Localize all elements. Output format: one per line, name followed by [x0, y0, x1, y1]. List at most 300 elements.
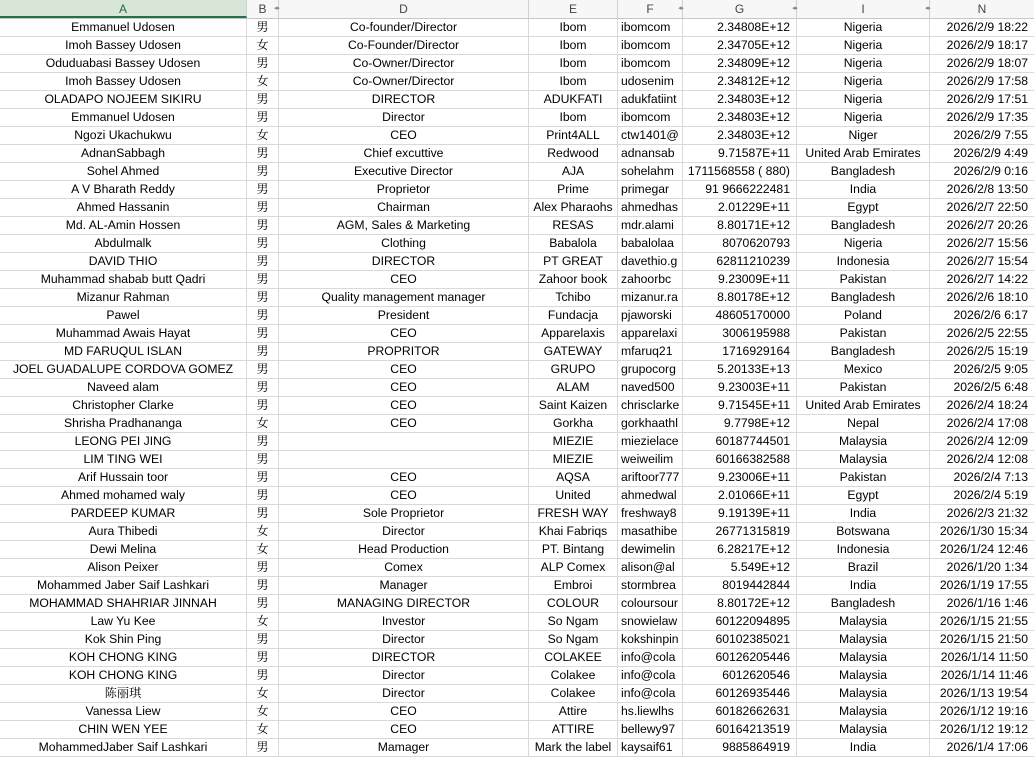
- company-cell[interactable]: So Ngam: [529, 613, 618, 630]
- email-cell[interactable]: sohelahm: [618, 163, 683, 180]
- title-cell[interactable]: CEO: [279, 379, 529, 396]
- phone-cell[interactable]: 2.34705E+12: [683, 37, 797, 54]
- phone-cell[interactable]: 9.19139E+11: [683, 505, 797, 522]
- phone-cell[interactable]: 9.23009E+11: [683, 271, 797, 288]
- date-cell[interactable]: 2026/1/12 19:16: [939, 704, 1028, 718]
- company-cell[interactable]: Fundacja: [529, 307, 618, 324]
- name-cell[interactable]: Dewi Melina: [0, 541, 247, 558]
- email-cell[interactable]: bellewy97: [618, 721, 683, 738]
- country-cell[interactable]: Bangladesh: [797, 343, 930, 360]
- gender-cell[interactable]: 男: [247, 559, 279, 576]
- title-cell[interactable]: MANAGING DIRECTOR: [279, 595, 529, 612]
- name-cell[interactable]: Law Yu Kee: [0, 613, 247, 630]
- company-cell[interactable]: Ibom: [529, 55, 618, 72]
- phone-cell[interactable]: 9.71587E+11: [683, 145, 797, 162]
- name-cell[interactable]: Oduduabasi Bassey Udosen: [0, 55, 247, 72]
- phone-cell[interactable]: 60126205446: [683, 649, 797, 666]
- company-cell[interactable]: Zahoor book: [529, 271, 618, 288]
- name-cell[interactable]: KOH CHONG KING: [0, 667, 247, 684]
- name-cell[interactable]: DAVID THIO: [0, 253, 247, 270]
- phone-cell[interactable]: 8.80171E+12: [683, 217, 797, 234]
- email-cell[interactable]: ibomcom: [618, 109, 683, 126]
- gender-cell[interactable]: 女: [247, 685, 279, 702]
- phone-cell[interactable]: 60126935446: [683, 685, 797, 702]
- company-cell[interactable]: Gorkha: [529, 415, 618, 432]
- email-cell[interactable]: zahoorbc: [618, 271, 683, 288]
- column-header-i[interactable]: I: [797, 0, 930, 18]
- email-cell[interactable]: ibomcom: [618, 55, 683, 72]
- phone-cell[interactable]: 2.34803E+12: [683, 91, 797, 108]
- name-cell[interactable]: 陈丽琪: [0, 685, 247, 702]
- date-cell[interactable]: 2026/2/9 18:07: [946, 56, 1028, 70]
- title-cell[interactable]: CEO: [279, 703, 529, 720]
- phone-cell[interactable]: 60182662631: [683, 703, 797, 720]
- gender-cell[interactable]: 男: [247, 253, 279, 270]
- company-cell[interactable]: RESAS: [529, 217, 618, 234]
- title-cell[interactable]: [279, 433, 529, 450]
- country-cell[interactable]: Bangladesh: [797, 217, 930, 234]
- phone-cell[interactable]: 9.7798E+12: [683, 415, 797, 432]
- country-cell[interactable]: Nigeria: [797, 73, 930, 90]
- email-cell[interactable]: weiweilim: [618, 451, 683, 468]
- hidden-columns-icon[interactable]: ◂▸: [274, 5, 280, 12]
- title-cell[interactable]: CEO: [279, 487, 529, 504]
- phone-cell[interactable]: 60164213519: [683, 721, 797, 738]
- title-cell[interactable]: Comex: [279, 559, 529, 576]
- country-cell[interactable]: Malaysia: [797, 451, 930, 468]
- title-cell[interactable]: Chairman: [279, 199, 529, 216]
- country-cell[interactable]: Malaysia: [797, 631, 930, 648]
- company-cell[interactable]: AQSA: [529, 469, 618, 486]
- date-cell[interactable]: 2026/2/9 17:35: [946, 110, 1028, 124]
- gender-cell[interactable]: 男: [247, 217, 279, 234]
- country-cell[interactable]: India: [797, 739, 930, 756]
- country-cell[interactable]: Indonesia: [797, 541, 930, 558]
- gender-cell[interactable]: 男: [247, 235, 279, 252]
- company-cell[interactable]: Tchibo: [529, 289, 618, 306]
- date-cell[interactable]: 2026/2/4 18:24: [946, 398, 1028, 412]
- name-cell[interactable]: Ahmed Hassanin: [0, 199, 247, 216]
- phone-cell[interactable]: 8.80178E+12: [683, 289, 797, 306]
- title-cell[interactable]: Co-Owner/Director: [279, 55, 529, 72]
- country-cell[interactable]: Nigeria: [797, 109, 930, 126]
- name-cell[interactable]: Abdulmalk: [0, 235, 247, 252]
- country-cell[interactable]: India: [797, 577, 930, 594]
- date-cell[interactable]: 2026/2/9 17:58: [946, 74, 1028, 88]
- gender-cell[interactable]: 男: [247, 667, 279, 684]
- gender-cell[interactable]: 男: [247, 325, 279, 342]
- company-cell[interactable]: Babalola: [529, 235, 618, 252]
- title-cell[interactable]: Manager: [279, 577, 529, 594]
- country-cell[interactable]: Malaysia: [797, 649, 930, 666]
- email-cell[interactable]: ctw1401@: [618, 127, 683, 144]
- company-cell[interactable]: So Ngam: [529, 631, 618, 648]
- title-cell[interactable]: PROPRITOR: [279, 343, 529, 360]
- title-cell[interactable]: CEO: [279, 397, 529, 414]
- country-cell[interactable]: India: [797, 505, 930, 522]
- company-cell[interactable]: ATTIRE: [529, 721, 618, 738]
- company-cell[interactable]: Ibom: [529, 19, 618, 36]
- phone-cell[interactable]: 2.34809E+12: [683, 55, 797, 72]
- company-cell[interactable]: United: [529, 487, 618, 504]
- title-cell[interactable]: Head Production: [279, 541, 529, 558]
- name-cell[interactable]: Muhammad shabab butt Qadri: [0, 271, 247, 288]
- company-cell[interactable]: Ibom: [529, 73, 618, 90]
- date-cell[interactable]: 2026/2/7 15:54: [946, 254, 1028, 268]
- date-cell[interactable]: 2026/2/5 9:05: [953, 362, 1028, 376]
- country-cell[interactable]: Egypt: [797, 487, 930, 504]
- email-cell[interactable]: info@cola: [618, 685, 683, 702]
- title-cell[interactable]: DIRECTOR: [279, 91, 529, 108]
- date-cell[interactable]: 2026/2/5 15:19: [946, 344, 1028, 358]
- gender-cell[interactable]: 男: [247, 19, 279, 36]
- email-cell[interactable]: freshway8: [618, 505, 683, 522]
- date-cell[interactable]: 2026/1/16 1:46: [946, 596, 1028, 610]
- name-cell[interactable]: Vanessa Liew: [0, 703, 247, 720]
- company-cell[interactable]: Print4ALL: [529, 127, 618, 144]
- country-cell[interactable]: Nigeria: [797, 37, 930, 54]
- phone-cell[interactable]: 2.34808E+12: [683, 19, 797, 36]
- email-cell[interactable]: pjaworski: [618, 307, 683, 324]
- company-cell[interactable]: Mark the label: [529, 739, 618, 756]
- name-cell[interactable]: OLADAPO NOJEEM SIKIRU: [0, 91, 247, 108]
- gender-cell[interactable]: 男: [247, 577, 279, 594]
- company-cell[interactable]: Embroi: [529, 577, 618, 594]
- gender-cell[interactable]: 男: [247, 55, 279, 72]
- email-cell[interactable]: masathibe: [618, 523, 683, 540]
- country-cell[interactable]: Malaysia: [797, 667, 930, 684]
- title-cell[interactable]: President: [279, 307, 529, 324]
- country-cell[interactable]: Nigeria: [797, 55, 930, 72]
- name-cell[interactable]: Emmanuel Udosen: [0, 109, 247, 126]
- phone-cell[interactable]: 2.01066E+11: [683, 487, 797, 504]
- email-cell[interactable]: adnansab: [618, 145, 683, 162]
- company-cell[interactable]: ALAM: [529, 379, 618, 396]
- name-cell[interactable]: KOH CHONG KING: [0, 649, 247, 666]
- name-cell[interactable]: Pawel: [0, 307, 247, 324]
- date-cell[interactable]: 2026/2/4 7:13: [953, 470, 1028, 484]
- phone-cell[interactable]: 2.34803E+12: [683, 127, 797, 144]
- company-cell[interactable]: Ibom: [529, 109, 618, 126]
- title-cell[interactable]: Director: [279, 685, 529, 702]
- name-cell[interactable]: Kok Shin Ping: [0, 631, 247, 648]
- name-cell[interactable]: Mizanur Rahman: [0, 289, 247, 306]
- gender-cell[interactable]: 女: [247, 613, 279, 630]
- country-cell[interactable]: Egypt: [797, 199, 930, 216]
- name-cell[interactable]: Emmanuel Udosen: [0, 19, 247, 36]
- name-cell[interactable]: Ngozi Ukachukwu: [0, 127, 247, 144]
- company-cell[interactable]: COLOUR: [529, 595, 618, 612]
- column-header-e[interactable]: E: [529, 0, 618, 18]
- gender-cell[interactable]: 男: [247, 343, 279, 360]
- title-cell[interactable]: DIRECTOR: [279, 253, 529, 270]
- company-cell[interactable]: Colakee: [529, 685, 618, 702]
- phone-cell[interactable]: 60122094895: [683, 613, 797, 630]
- name-cell[interactable]: MOHAMMAD SHAHRIAR JINNAH: [0, 595, 247, 612]
- country-cell[interactable]: Nigeria: [797, 91, 930, 108]
- phone-cell[interactable]: 8070620793: [683, 235, 797, 252]
- gender-cell[interactable]: 男: [247, 109, 279, 126]
- date-cell[interactable]: 2026/1/30 15:34: [939, 524, 1028, 538]
- country-cell[interactable]: Poland: [797, 307, 930, 324]
- phone-cell[interactable]: 48605170000: [683, 307, 797, 324]
- title-cell[interactable]: Quality management manager: [279, 289, 529, 306]
- name-cell[interactable]: Arif Hussain toor: [0, 469, 247, 486]
- company-cell[interactable]: Colakee: [529, 667, 618, 684]
- date-cell[interactable]: 2026/2/4 17:08: [946, 416, 1028, 430]
- email-cell[interactable]: ibomcom: [618, 37, 683, 54]
- company-cell[interactable]: Attire: [529, 703, 618, 720]
- email-cell[interactable]: davethio.g: [618, 253, 683, 270]
- gender-cell[interactable]: 男: [247, 289, 279, 306]
- name-cell[interactable]: Christopher Clarke: [0, 397, 247, 414]
- hidden-columns-icon[interactable]: ◂▸: [792, 5, 798, 12]
- company-cell[interactable]: AJA: [529, 163, 618, 180]
- email-cell[interactable]: primegar: [618, 181, 683, 198]
- gender-cell[interactable]: 男: [247, 631, 279, 648]
- country-cell[interactable]: Malaysia: [797, 721, 930, 738]
- country-cell[interactable]: Niger: [797, 127, 930, 144]
- email-cell[interactable]: kaysaif61: [618, 739, 683, 756]
- title-cell[interactable]: CEO: [279, 127, 529, 144]
- date-cell[interactable]: 2026/1/15 21:55: [939, 614, 1028, 628]
- date-cell[interactable]: 2026/1/4 17:06: [946, 740, 1028, 754]
- name-cell[interactable]: LIM TING WEI: [0, 451, 247, 468]
- date-cell[interactable]: 2026/2/4 5:19: [953, 488, 1028, 502]
- country-cell[interactable]: Nepal: [797, 415, 930, 432]
- gender-cell[interactable]: 男: [247, 649, 279, 666]
- country-cell[interactable]: Malaysia: [797, 613, 930, 630]
- company-cell[interactable]: GRUPO: [529, 361, 618, 378]
- name-cell[interactable]: CHIN WEN YEE: [0, 721, 247, 738]
- name-cell[interactable]: Imoh Bassey Udosen: [0, 73, 247, 90]
- gender-cell[interactable]: 女: [247, 37, 279, 54]
- date-cell[interactable]: 2026/1/15 21:50: [939, 632, 1028, 646]
- gender-cell[interactable]: 男: [247, 487, 279, 504]
- email-cell[interactable]: udosenim: [618, 73, 683, 90]
- gender-cell[interactable]: 男: [247, 739, 279, 756]
- name-cell[interactable]: AdnanSabbagh: [0, 145, 247, 162]
- name-cell[interactable]: Muhammad Awais Hayat: [0, 325, 247, 342]
- country-cell[interactable]: Bangladesh: [797, 595, 930, 612]
- phone-cell[interactable]: 9.23006E+11: [683, 469, 797, 486]
- date-cell[interactable]: 2026/2/9 18:17: [946, 38, 1028, 52]
- gender-cell[interactable]: 男: [247, 91, 279, 108]
- column-header-g[interactable]: G: [683, 0, 797, 18]
- phone-cell[interactable]: 8019442844: [683, 577, 797, 594]
- email-cell[interactable]: info@cola: [618, 667, 683, 684]
- date-cell[interactable]: 2026/2/4 12:09: [946, 434, 1028, 448]
- gender-cell[interactable]: 男: [247, 199, 279, 216]
- gender-cell[interactable]: 女: [247, 73, 279, 90]
- gender-cell[interactable]: 女: [247, 415, 279, 432]
- date-cell[interactable]: 2026/2/9 4:49: [953, 146, 1028, 160]
- gender-cell[interactable]: 男: [247, 307, 279, 324]
- gender-cell[interactable]: 男: [247, 595, 279, 612]
- company-cell[interactable]: Saint Kaizen: [529, 397, 618, 414]
- title-cell[interactable]: Co-Founder/Director: [279, 37, 529, 54]
- date-cell[interactable]: 2026/2/9 17:51: [946, 92, 1028, 106]
- company-cell[interactable]: MIEZIE: [529, 451, 618, 468]
- phone-cell[interactable]: 9.23003E+11: [683, 379, 797, 396]
- title-cell[interactable]: Mamager: [279, 739, 529, 756]
- title-cell[interactable]: [279, 451, 529, 468]
- name-cell[interactable]: MD FARUQUL ISLAN: [0, 343, 247, 360]
- date-cell[interactable]: 2026/2/7 22:50: [946, 200, 1028, 214]
- date-cell[interactable]: 2026/2/6 18:10: [946, 290, 1028, 304]
- gender-cell[interactable]: 男: [247, 163, 279, 180]
- name-cell[interactable]: PARDEEP KUMAR: [0, 505, 247, 522]
- title-cell[interactable]: Chief excuttive: [279, 145, 529, 162]
- date-cell[interactable]: 2026/2/9 7:55: [953, 128, 1028, 142]
- phone-cell[interactable]: 8.80172E+12: [683, 595, 797, 612]
- gender-cell[interactable]: 女: [247, 721, 279, 738]
- date-cell[interactable]: 2026/2/6 6:17: [953, 308, 1028, 322]
- gender-cell[interactable]: 男: [247, 379, 279, 396]
- name-cell[interactable]: Naveed alam: [0, 379, 247, 396]
- phone-cell[interactable]: 2.01229E+11: [683, 199, 797, 216]
- email-cell[interactable]: naved500: [618, 379, 683, 396]
- hidden-columns-icon[interactable]: ◂▸: [925, 5, 931, 12]
- title-cell[interactable]: CEO: [279, 361, 529, 378]
- gender-cell[interactable]: 男: [247, 505, 279, 522]
- email-cell[interactable]: alison@al: [618, 559, 683, 576]
- title-cell[interactable]: AGM, Sales & Marketing: [279, 217, 529, 234]
- title-cell[interactable]: Executive Director: [279, 163, 529, 180]
- company-cell[interactable]: Khai Fabriqs: [529, 523, 618, 540]
- title-cell[interactable]: Director: [279, 523, 529, 540]
- phone-cell[interactable]: 60166382588: [683, 451, 797, 468]
- date-cell[interactable]: 2026/1/20 1:34: [946, 560, 1028, 574]
- phone-cell[interactable]: 6012620546: [683, 667, 797, 684]
- date-cell[interactable]: 2026/1/13 19:54: [939, 686, 1028, 700]
- date-cell[interactable]: 2026/1/14 11:50: [940, 650, 1028, 664]
- date-cell[interactable]: 2026/1/24 12:46: [939, 542, 1028, 556]
- email-cell[interactable]: babalolaa: [618, 235, 683, 252]
- phone-cell[interactable]: 60187744501: [683, 433, 797, 450]
- gender-cell[interactable]: 女: [247, 703, 279, 720]
- gender-cell[interactable]: 男: [247, 433, 279, 450]
- name-cell[interactable]: Shrisha Pradhananga: [0, 415, 247, 432]
- phone-cell[interactable]: 62811210239: [683, 253, 797, 270]
- phone-cell[interactable]: 91 9666222481: [683, 181, 797, 198]
- phone-cell[interactable]: 3006195988: [683, 325, 797, 342]
- email-cell[interactable]: ahmedwal: [618, 487, 683, 504]
- country-cell[interactable]: Nigeria: [797, 19, 930, 36]
- gender-cell[interactable]: 女: [247, 541, 279, 558]
- phone-cell[interactable]: 5.549E+12: [683, 559, 797, 576]
- email-cell[interactable]: stormbrea: [618, 577, 683, 594]
- title-cell[interactable]: Co-founder/Director: [279, 19, 529, 36]
- name-cell[interactable]: Mohammed Jaber Saif Lashkari: [0, 577, 247, 594]
- gender-cell[interactable]: 男: [247, 397, 279, 414]
- email-cell[interactable]: adukfatiint: [618, 91, 683, 108]
- country-cell[interactable]: Indonesia: [797, 253, 930, 270]
- email-cell[interactable]: miezielace: [618, 433, 683, 450]
- country-cell[interactable]: Pakistan: [797, 469, 930, 486]
- gender-cell[interactable]: 女: [247, 127, 279, 144]
- country-cell[interactable]: Malaysia: [797, 685, 930, 702]
- column-header-d[interactable]: D: [279, 0, 529, 18]
- email-cell[interactable]: info@cola: [618, 649, 683, 666]
- phone-cell[interactable]: 9.71545E+11: [683, 397, 797, 414]
- company-cell[interactable]: GATEWAY: [529, 343, 618, 360]
- company-cell[interactable]: ALP Comex: [529, 559, 618, 576]
- name-cell[interactable]: Alison Peixer: [0, 559, 247, 576]
- title-cell[interactable]: Investor: [279, 613, 529, 630]
- phone-cell[interactable]: 60102385021: [683, 631, 797, 648]
- hidden-columns-icon[interactable]: ◂▸: [678, 5, 684, 12]
- gender-cell[interactable]: 男: [247, 469, 279, 486]
- email-cell[interactable]: kokshinpin: [618, 631, 683, 648]
- company-cell[interactable]: MIEZIE: [529, 433, 618, 450]
- name-cell[interactable]: Ahmed mohamed waly: [0, 487, 247, 504]
- company-cell[interactable]: ADUKFATI: [529, 91, 618, 108]
- country-cell[interactable]: Malaysia: [797, 433, 930, 450]
- country-cell[interactable]: United Arab Emirates: [797, 145, 930, 162]
- title-cell[interactable]: Sole Proprietor: [279, 505, 529, 522]
- company-cell[interactable]: PT GREAT: [529, 253, 618, 270]
- email-cell[interactable]: hs.liewlhs: [618, 703, 683, 720]
- title-cell[interactable]: Proprietor: [279, 181, 529, 198]
- email-cell[interactable]: grupocorg: [618, 361, 683, 378]
- country-cell[interactable]: Botswana: [797, 523, 930, 540]
- date-cell[interactable]: 2026/2/7 14:22: [946, 272, 1028, 286]
- country-cell[interactable]: Bangladesh: [797, 289, 930, 306]
- title-cell[interactable]: CEO: [279, 721, 529, 738]
- title-cell[interactable]: CEO: [279, 325, 529, 342]
- email-cell[interactable]: chrisclarke: [618, 397, 683, 414]
- gender-cell[interactable]: 男: [247, 271, 279, 288]
- company-cell[interactable]: Apparelaxis: [529, 325, 618, 342]
- country-cell[interactable]: Pakistan: [797, 271, 930, 288]
- name-cell[interactable]: LEONG PEI JING: [0, 433, 247, 450]
- name-cell[interactable]: Md. AL-Amin Hossen: [0, 217, 247, 234]
- email-cell[interactable]: coloursour: [618, 595, 683, 612]
- date-cell[interactable]: 2026/1/19 17:55: [939, 578, 1028, 592]
- name-cell[interactable]: MohammedJaber Saif Lashkari: [0, 739, 247, 756]
- company-cell[interactable]: PT. Bintang: [529, 541, 618, 558]
- email-cell[interactable]: ahmedhas: [618, 199, 683, 216]
- title-cell[interactable]: Director: [279, 109, 529, 126]
- title-cell[interactable]: DIRECTOR: [279, 649, 529, 666]
- country-cell[interactable]: Pakistan: [797, 325, 930, 342]
- country-cell[interactable]: India: [797, 181, 930, 198]
- email-cell[interactable]: mfaruq21: [618, 343, 683, 360]
- gender-cell[interactable]: 男: [247, 145, 279, 162]
- title-cell[interactable]: Co-Owner/Director: [279, 73, 529, 90]
- phone-cell[interactable]: 9885864919: [683, 739, 797, 756]
- date-cell[interactable]: 2026/2/3 21:32: [946, 506, 1028, 520]
- phone-cell[interactable]: 26771315819: [683, 523, 797, 540]
- title-cell[interactable]: Clothing: [279, 235, 529, 252]
- title-cell[interactable]: Director: [279, 667, 529, 684]
- email-cell[interactable]: snowielaw: [618, 613, 683, 630]
- date-cell[interactable]: 2026/2/7 20:26: [946, 218, 1028, 232]
- email-cell[interactable]: apparelaxi: [618, 325, 683, 342]
- date-cell[interactable]: 2026/2/7 15:56: [946, 236, 1028, 250]
- phone-cell[interactable]: 5.20133E+13: [683, 361, 797, 378]
- country-cell[interactable]: Nigeria: [797, 235, 930, 252]
- email-cell[interactable]: ariftoor777: [618, 469, 683, 486]
- date-cell[interactable]: 2026/2/9 18:22: [946, 20, 1028, 34]
- title-cell[interactable]: CEO: [279, 469, 529, 486]
- gender-cell[interactable]: 女: [247, 523, 279, 540]
- gender-cell[interactable]: 男: [247, 361, 279, 378]
- country-cell[interactable]: Bangladesh: [797, 163, 930, 180]
- phone-cell[interactable]: 6.28217E+12: [683, 541, 797, 558]
- country-cell[interactable]: Brazil: [797, 559, 930, 576]
